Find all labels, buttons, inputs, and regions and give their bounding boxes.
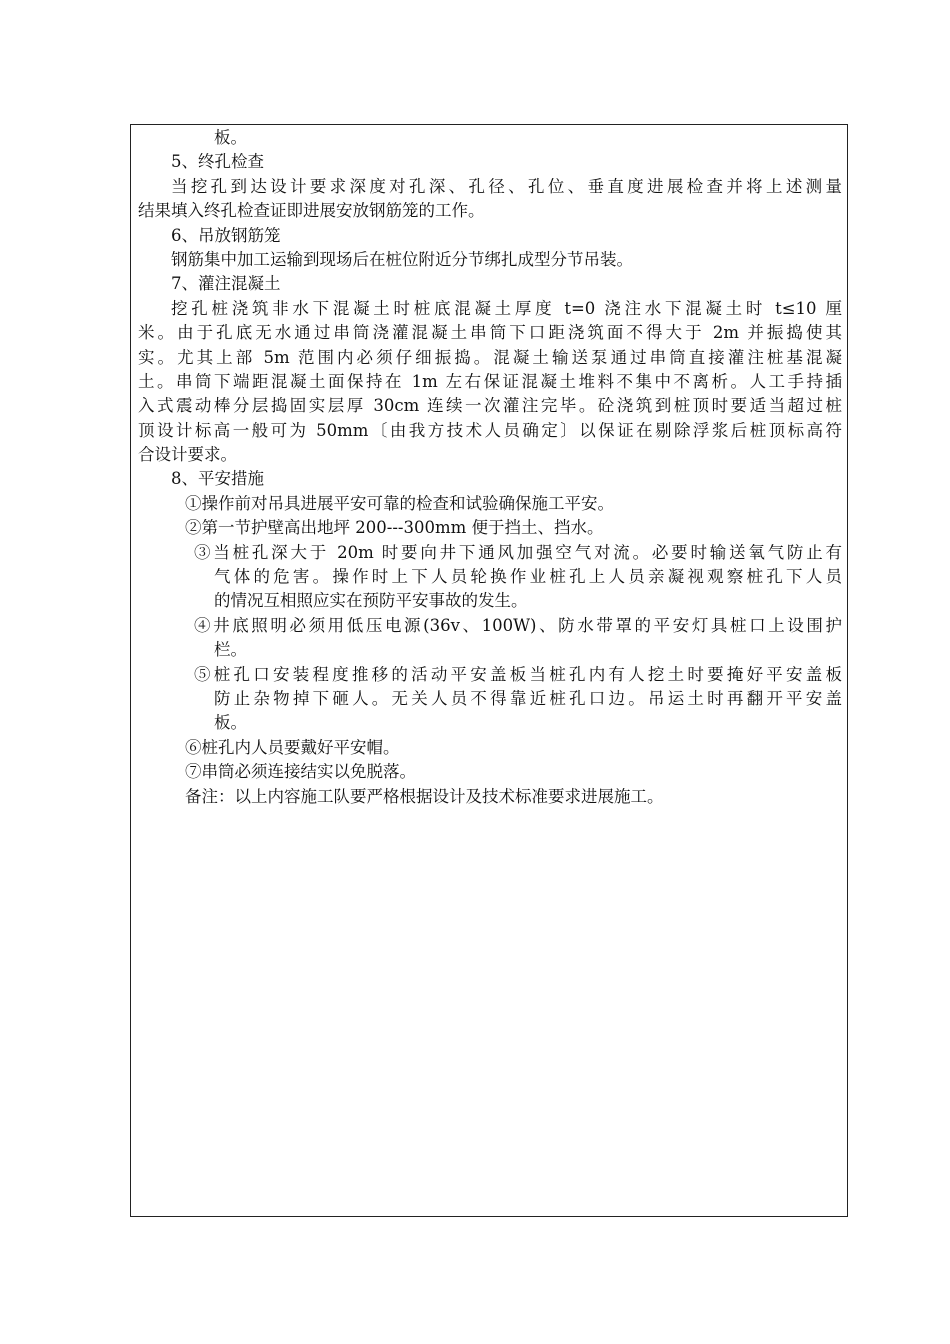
text-line: 栏。 [214, 640, 247, 660]
list-item: ⑥桩孔内人员要戴好平安帽。 [185, 737, 400, 757]
text-line: 米。由于孔底无水通过串筒浇灌混凝土串筒下口距浇筑面不得大于 2m 并振捣使其 [138, 323, 842, 343]
section-heading: 6、吊放钢筋笼 [171, 225, 281, 245]
list-item: ④井底照明必须用低压电源(36v、100W)、防水带罩的平安灯具桩口上设围护 [194, 615, 842, 635]
list-item: ⑦串筒必须连接结实以免脱落。 [185, 762, 416, 782]
text-line: 板。 [214, 128, 247, 147]
text-line: 气体的危害。操作时上下人员轮换作业桩孔上人员亲凝视观察桩孔下人员 [214, 567, 842, 587]
text-line: 当挖孔到达设计要求深度对孔深、孔径、孔位、垂直度进展检查并将上述测量 [171, 176, 842, 196]
text-line: 实。尤其上部 5m 范围内必须仔细振捣。混凝土输送泵通过串筒直接灌注桩基混凝 [138, 347, 842, 367]
text-line: 防止杂物掉下砸人。无关人员不得靠近桩孔口边。吊运土时再翻开平安盖 [214, 688, 842, 708]
section-heading: 7、灌注混凝土 [171, 274, 281, 294]
text-line: 土。串筒下端距混凝土面保持在 1m 左右保证混凝土堆料不集中不离析。人工手持插 [138, 371, 842, 391]
list-item: ③当桩孔深大于 20m 时要向井下通风加强空气对流。必要时输送氧气防止有 [194, 542, 842, 562]
list-item: ②第一节护壁高出地坪 200---300mm 便于挡土、挡水。 [185, 518, 604, 538]
text-line: 入式震动棒分层捣固实层厚 30cm 连续一次灌注完毕。砼浇筑到桩顶时要适当超过桩 [138, 396, 842, 416]
remark-line: 备注：以上内容施工队要严格根据设计及技术标准要求进展施工。 [185, 786, 664, 806]
text-line: 的情况互相照应实在预防平安事故的发生。 [214, 591, 528, 611]
section-heading: 5、终孔检查 [171, 152, 264, 172]
section-heading: 8、平安措施 [171, 469, 264, 489]
document-body [138, 126, 842, 809]
text-line: 结果填入终孔检查证即进展安放钢筋笼的工作。 [138, 201, 485, 221]
text-line: 顶设计标高一般可为 50mm〔由我方技术人员确定〕以保证在剔除浮浆后桩顶标高符 [138, 420, 842, 440]
list-item: ⑤桩孔口安装程度推移的活动平安盖板当桩孔内有人挖土时要掩好平安盖板 [194, 664, 842, 684]
text-line: 合设计要求。 [138, 445, 237, 465]
text-line: 挖孔桩浇筑非水下混凝土时桩底混凝土厚度 t=0 浇注水下混凝土时 t≤10 厘 [171, 298, 842, 318]
text-line: 板。 [214, 713, 247, 733]
list-item: ①操作前对吊具进展平安可靠的检查和试验确保施工平安。 [185, 493, 614, 513]
text-line: 钢筋集中加工运输到现场后在桩位附近分节绑扎成型分节吊装。 [171, 249, 633, 269]
